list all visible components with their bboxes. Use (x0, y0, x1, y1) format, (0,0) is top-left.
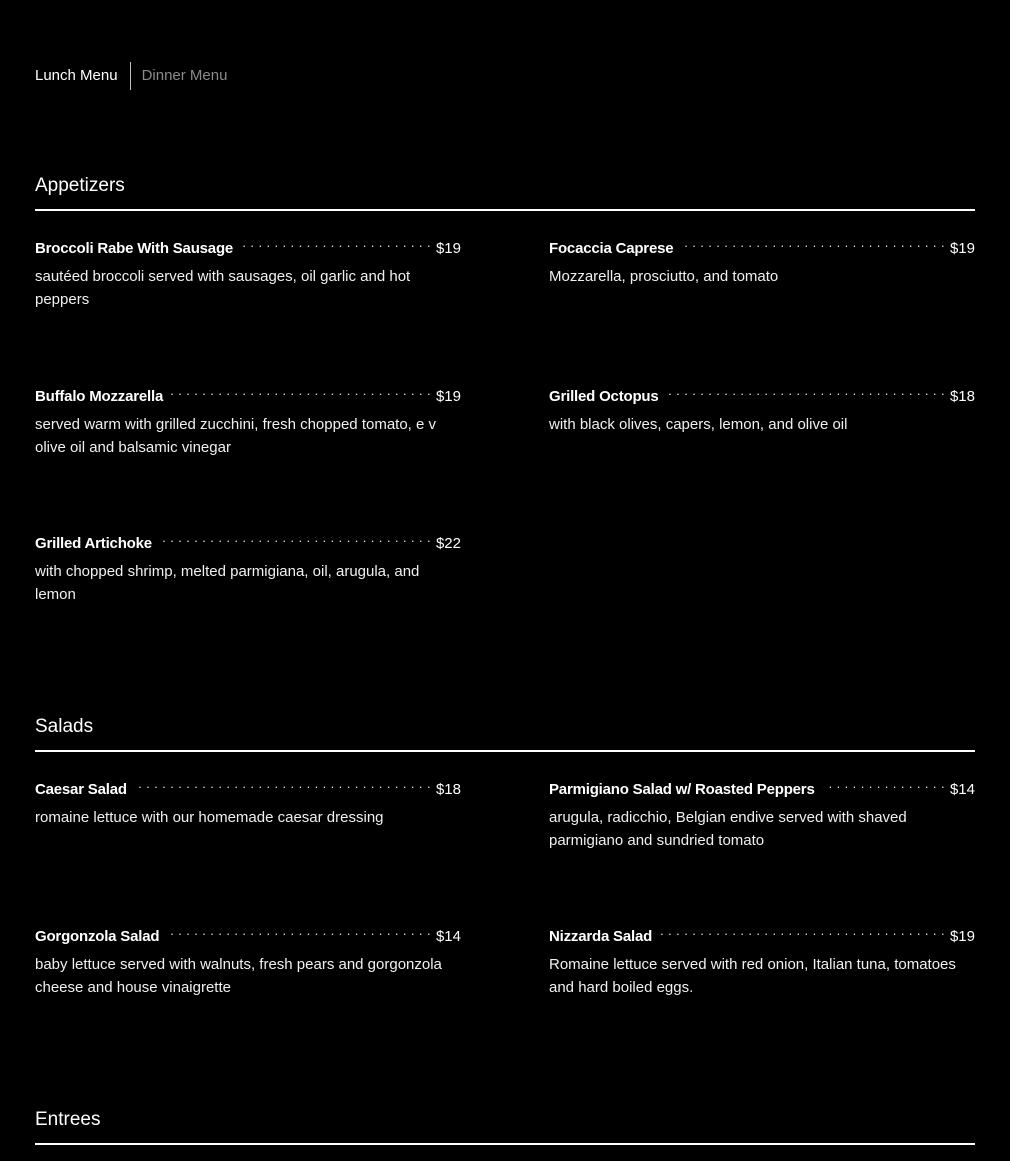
menu-item-name: Focaccia Caprese (549, 240, 674, 257)
tab-divider (130, 62, 131, 90)
menu-item-price: $18 (949, 388, 975, 405)
menu-item (35, 381, 461, 459)
menu-item (549, 381, 975, 437)
menu-item-price: $19 (949, 928, 975, 945)
section-title-salads: Salads (35, 716, 94, 737)
menu-item (549, 774, 975, 852)
menu-item-description: arugula, radicchio, Belgian endive served with shaved parmigiano and sundried tomato (549, 809, 907, 849)
menu-item-price: $14 (435, 928, 461, 945)
menu-item-price: $19 (949, 240, 975, 257)
tab-lunch-menu[interactable]: Lunch Menu (35, 67, 118, 84)
menu-item-name: Caesar Salad (35, 781, 127, 798)
menu-item-price: $14 (949, 781, 975, 798)
dot-leader (167, 921, 431, 941)
menu-item-name: Grilled Octopus (549, 388, 659, 405)
menu-tabs (35, 62, 227, 90)
dot-leader (660, 921, 945, 941)
menu-item-price: $19 (435, 240, 461, 257)
section-salads (35, 715, 975, 996)
section-title-entrees: Entrees (35, 1109, 101, 1130)
section-appetizers (35, 174, 975, 603)
menu-item-description: served warm with grilled zucchini, fresh chopped tomato, e v olive oil and balsamic vinegar (35, 416, 437, 456)
menu-item-price: $18 (435, 781, 461, 798)
menu-item (549, 921, 975, 999)
menu-item (35, 774, 461, 830)
section-entrees (35, 1108, 975, 1132)
section-divider (35, 750, 975, 752)
dot-leader (823, 774, 945, 794)
dot-leader (681, 233, 945, 253)
menu-item (35, 233, 461, 311)
menu-item (35, 528, 461, 606)
menu-item-name: Buffalo Mozzarella (35, 388, 164, 405)
menu-item-name: Parmigiano Salad w/ Roasted Peppers (549, 781, 815, 798)
dot-leader (171, 381, 431, 401)
menu-item-name: Gorgonzola Salad (35, 928, 160, 945)
section-divider (35, 209, 975, 211)
menu-item-name: Broccoli Rabe With Sausage (35, 240, 234, 257)
tab-dinner-menu[interactable]: Dinner Menu (141, 67, 228, 84)
section-title-appetizers: Appetizers (35, 175, 125, 196)
menu-item-description: romaine lettuce with our homemade caesar dressing (35, 809, 384, 826)
section-divider (35, 1143, 975, 1145)
menu-item-description: with chopped shrimp, melted parmigiana, oil, arugula, and lemon (35, 563, 420, 603)
dot-leader (160, 528, 431, 548)
menu-item-description: sautéed broccoli served with sausages, oil garlic and hot peppers (35, 268, 411, 308)
dot-leader (241, 233, 431, 253)
dot-leader (135, 774, 431, 794)
menu-item-name: Grilled Artichoke (35, 535, 152, 552)
menu-item-price: $19 (435, 388, 461, 405)
dot-leader (667, 381, 945, 401)
menu-item-description: baby lettuce served with walnuts, fresh pears and gorgonzola cheese and house vinaigrette (35, 956, 442, 996)
menu-item-name: Nizzarda Salad (549, 928, 653, 945)
menu-item-description: Mozzarella, prosciutto, and tomato (549, 268, 779, 285)
menu-item-description: Romaine lettuce served with red onion, Italian tuna, tomatoes and hard boiled eggs. (549, 956, 956, 996)
menu-item (35, 921, 461, 999)
menu-item (549, 233, 975, 289)
menu-item-description: with black olives, capers, lemon, and olive oil (549, 416, 848, 433)
menu-item-price: $22 (435, 535, 461, 552)
